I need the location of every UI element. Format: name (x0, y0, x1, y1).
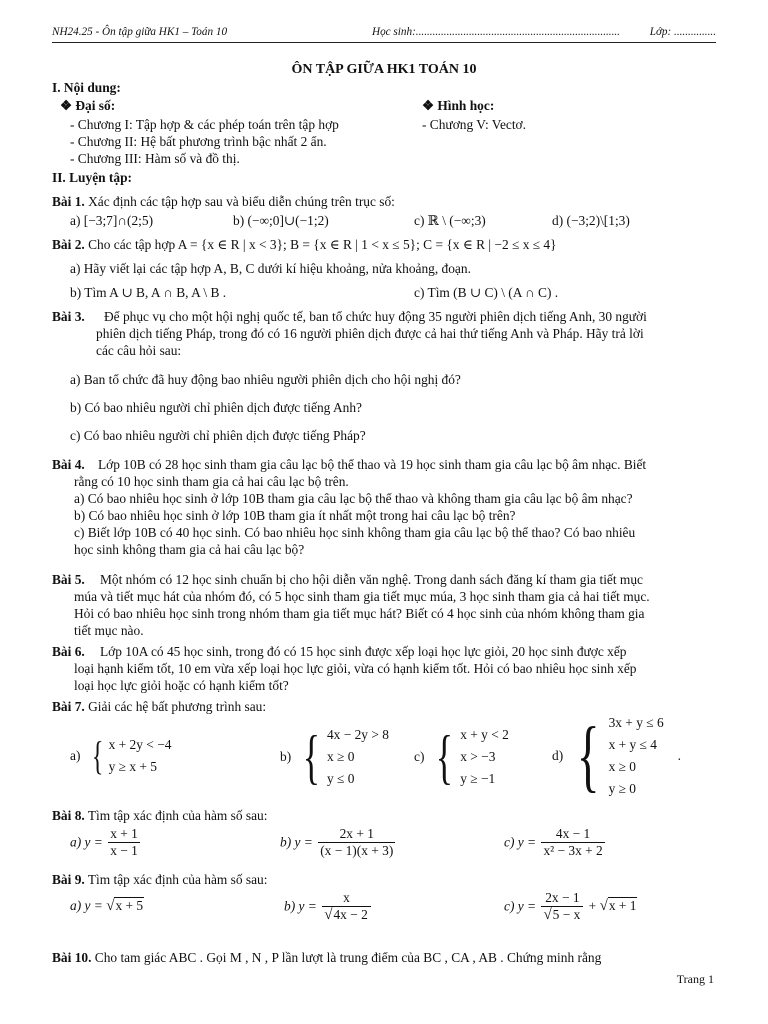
exercise-label: Bài 9. (52, 872, 85, 887)
exercise-item: học sinh không tham gia cả hai câu lạc bộ? (74, 542, 305, 557)
exercise-label: Bài 1. (52, 194, 85, 209)
exercise-7 (52, 699, 266, 715)
sqrt-icon: √ (106, 898, 115, 914)
exercise-label: Bài 5. (52, 572, 85, 587)
function-c (504, 826, 607, 859)
radicand: x + 1 (608, 898, 637, 913)
denominator: (x − 1)(x + 3) (320, 843, 394, 858)
exercise-item: b) Tìm A ∪ B, A ∩ B, A \ B . (70, 285, 227, 300)
exercise-item: c) Biết lớp 10B có 40 học sinh. Có bao nhiêu học sinh không tham gia câu lạc bộ thể thao? Có bao nhiêu (74, 525, 636, 540)
exercise-item: a) Có bao nhiêu học sinh ở lớp 10B tham gia câu lạc bộ thể thao và không tham gia câu lạc bộ âm nhạc? (74, 491, 633, 506)
system-c (414, 724, 509, 790)
exercise-text: múa và tiết mục hát của nhóm đó, có 5 học sinh tham gia tiết mục múa, 3 học sinh tham gia cả hai tiết mục. (74, 589, 650, 604)
numerator: 4x − 1 (541, 826, 604, 843)
numerator: x (322, 890, 371, 907)
exercise-item: b) Có bao nhiêu người chỉ phiên dịch được tiếng Anh? (70, 400, 362, 415)
system-d (552, 712, 681, 800)
header-doc-title: NH24.25 - Ôn tập giữa HK1 – Toán 10 (52, 26, 228, 38)
function-label: b) y = (284, 898, 317, 914)
system-label: a) (70, 748, 81, 763)
exercise-label: Bài 7. (52, 699, 85, 714)
exercise-text: Tìm tập xác định của hàm số sau: (87, 808, 268, 823)
numerator: x + 1 (110, 826, 138, 841)
sqrt-icon: √ (543, 907, 552, 923)
system-row: x ≥ 0 (326, 749, 355, 764)
exercise-text: Tìm tập xác định của hàm số sau: (87, 872, 268, 887)
exercise-label: Bài 4. (52, 457, 85, 472)
function-label: a) y = (70, 834, 103, 850)
fraction (318, 826, 395, 859)
section-content-heading: I. Nội dung: (52, 80, 121, 95)
exercise-item: c) Có bao nhiêu người chỉ phiên dịch được tiếng Pháp? (70, 428, 366, 443)
brace-icon: { (302, 724, 321, 790)
exercise-item: b) (−∞;0]∪(−1;2) (233, 213, 329, 228)
function-label: b) y = (280, 834, 313, 850)
algebra-item: - Chương II: Hệ bất phương trình bậc nhất 2 ẩn. (70, 134, 327, 149)
function-a (70, 826, 142, 859)
exercise-label: Bài 3. (52, 309, 85, 324)
exercise-text: Giải các hệ bất phương trình sau: (88, 699, 267, 714)
algebra-item: - Chương III: Hàm số và đồ thị. (70, 151, 240, 166)
fraction (322, 890, 371, 923)
exercise-label: Bài 6. (52, 644, 85, 659)
algebra-item: - Chương I: Tập hợp & các phép toán trên tập hợp (70, 117, 339, 132)
system-label: d) (552, 748, 564, 763)
geometry-heading: ❖ Hình học: (422, 98, 495, 113)
exercise-item: a) Hãy viết lại các tập hợp A, B, C dưới kí hiệu khoảng, nửa khoảng, đoạn. (70, 261, 471, 276)
denominator: x² − 3x + 2 (543, 843, 603, 858)
sqrt-icon: √ (599, 898, 608, 914)
exercise-text: Xác định các tập hợp sau và biểu diễn chúng trên trục số: (88, 194, 395, 209)
header-class-field: Lớp: ............... (649, 26, 716, 38)
exercise-label: Bài 10. (52, 950, 92, 965)
system-b (280, 724, 389, 790)
exercise-text: Một nhóm có 12 học sinh chuẩn bị cho hội diễn văn nghệ. Trong danh sách đăng kí tham gia tiết mục (100, 572, 643, 587)
denominator: x − 1 (110, 843, 138, 858)
fraction (108, 826, 140, 859)
page-header (52, 24, 716, 43)
system-row: x ≥ 0 (608, 759, 636, 774)
radicand: x + 5 (115, 898, 144, 913)
function-a (70, 898, 144, 915)
brace-icon: { (436, 724, 454, 790)
system-row: y ≥ 0 (608, 781, 636, 796)
function-b (280, 826, 397, 859)
function-label: c) y = (504, 834, 537, 850)
exercise-2 (52, 237, 557, 253)
numerator: 2x − 1 (541, 890, 583, 907)
page-number: Trang 1 (676, 972, 714, 986)
system-tail: . (677, 748, 681, 763)
geometry-item: - Chương V: Vectơ. (422, 117, 526, 132)
exercise-text: Cho tam giác ABC . Gọi M , N , P lần lượt là trung điểm của BC , CA , AB . Chứng minh rằng (94, 950, 602, 965)
exercise-text: Cho các tập hợp A = {x ∈ R | x < 3}; B = {x ∈ R | 1 < x ≤ 5}; C = {x ∈ R | −2 ≤ x ≤ 4} (88, 237, 557, 252)
exercise-text: Để phục vụ cho một hội nghị quốc tế, ban tổ chức huy động 35 người phiên dịch tiếng Anh, 30 người (104, 309, 647, 324)
system-row: x + y ≤ 4 (608, 737, 657, 752)
system-row: y ≥ x + 5 (108, 759, 157, 774)
system-row: y ≥ −1 (460, 771, 496, 786)
plus-sign: + (588, 898, 597, 914)
exercise-9 (52, 872, 267, 888)
header-student-field: Học sinh:......................................................................... (372, 26, 620, 38)
function-c (504, 890, 637, 923)
exercise-text: các câu hỏi sau: (96, 343, 182, 358)
exercise-text: Hỏi có bao nhiêu học sinh trong nhóm tham gia tiết mục hát? Biết có 4 học sinh của nhóm không tham gia (74, 606, 645, 621)
exercise-item: d) (−3;2)\[1;3) (552, 213, 630, 228)
system-row: y ≤ 0 (326, 771, 355, 786)
section-practice-heading: II. Luyện tập: (52, 170, 132, 185)
numerator: 2x + 1 (318, 826, 395, 843)
system-row: x + 2y < −4 (108, 737, 172, 752)
exercise-10 (52, 950, 601, 966)
page-title: ÔN TẬP GIỮA HK1 TOÁN 10 (291, 62, 477, 77)
exercise-8 (52, 808, 267, 824)
radicand: 4x − 2 (333, 907, 368, 922)
system-row: 4x − 2y > 8 (326, 727, 389, 742)
fraction (541, 826, 604, 859)
exercise-item: c) ℝ \ (−∞;3) (414, 213, 486, 228)
exercise-item: a) Ban tổ chức đã huy động bao nhiêu người phiên dịch cho hội nghị đó? (70, 372, 461, 387)
exercise-text: Lớp 10B có 28 học sinh tham gia câu lạc bộ thể thao và 19 học sinh tham gia câu lạc bộ âm nhạc. Biết (98, 457, 647, 472)
radicand: 5 − x (552, 907, 581, 922)
fraction (541, 890, 583, 923)
algebra-heading: ❖ Đại số: (60, 98, 116, 113)
exercise-label: Bài 8. (52, 808, 85, 823)
function-label: a) y = (70, 898, 103, 913)
exercise-text: Lớp 10A có 45 học sinh, trong đó có 15 học sinh được xếp loại học lực giỏi, 20 học sinh được xếp (100, 644, 627, 659)
system-row: x + y < 2 (460, 727, 509, 742)
exercise-text: rằng có 10 học sinh tham gia cả hai câu lạc bộ trên. (74, 474, 349, 489)
system-row: 3x + y ≤ 6 (608, 715, 664, 730)
exercise-1 (52, 194, 395, 210)
exercise-item: b) Có bao nhiêu học sinh ở lớp 10B tham gia ít nhất một trong hai câu lạc bộ trên? (74, 508, 516, 523)
sqrt-icon: √ (324, 907, 333, 923)
exercise-label: Bài 2. (52, 237, 85, 252)
function-b (284, 890, 373, 923)
exercise-text: loại học lực giỏi hoặc có hạnh kiểm tốt? (74, 678, 289, 693)
exercise-text: phiên dịch tiếng Pháp, trong đó có 16 người phiên dịch được cả hai thứ tiếng Anh và Pháp. Hãy trả lời (96, 326, 644, 341)
exercise-item: c) Tìm (B ∪ C) \ (A ∩ C) . (414, 285, 559, 300)
exercise-text: loại hạnh kiểm tốt, 10 em vừa xếp loại học lực giỏi, vừa có hạnh kiểm tốt. Hỏi có bao nhiêu học sinh xếp (74, 661, 637, 676)
system-row: x > −3 (460, 749, 496, 764)
brace-icon: { (576, 712, 600, 800)
function-label: c) y = (504, 898, 537, 914)
brace-icon: { (92, 733, 104, 778)
system-label: b) (280, 749, 292, 764)
exercise-text: tiết mục nào. (74, 623, 144, 638)
exercise-item: a) [−3;7]∩(2;5) (70, 213, 154, 228)
system-a (70, 734, 171, 778)
system-label: c) (414, 749, 425, 764)
